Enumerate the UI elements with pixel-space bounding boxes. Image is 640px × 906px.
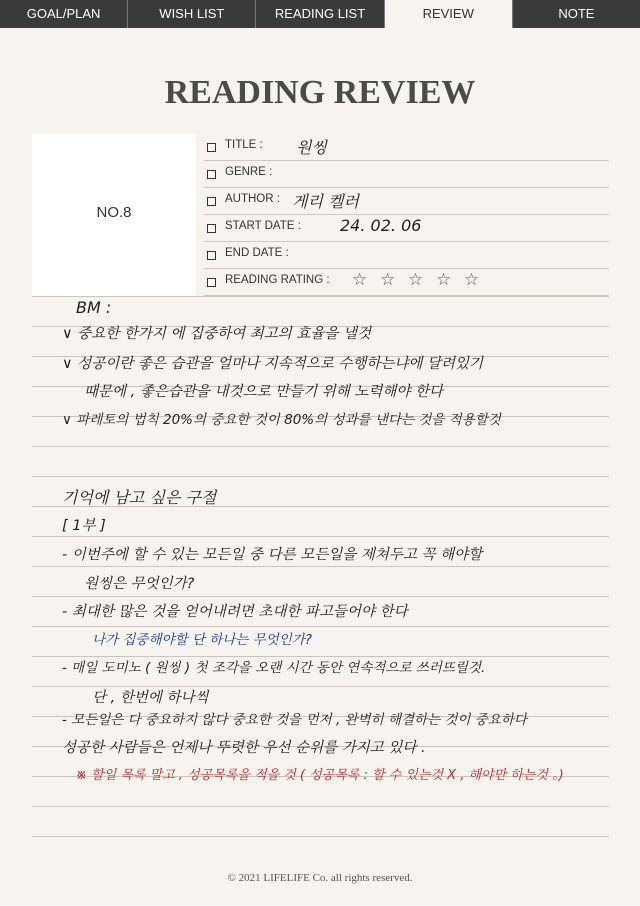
book-number: NO.8 bbox=[96, 204, 132, 221]
rating-label: READING RATING : bbox=[225, 274, 330, 286]
tab-review[interactable]: REVIEW bbox=[385, 0, 513, 28]
title-value[interactable]: 원씽 bbox=[296, 138, 327, 157]
tab-wish-list[interactable]: WISH LIST bbox=[128, 0, 256, 28]
author-value[interactable]: 게리 켈러 bbox=[292, 192, 359, 211]
checkbox-icon[interactable] bbox=[207, 251, 216, 260]
ruled-line bbox=[32, 566, 609, 567]
checkbox-icon[interactable] bbox=[207, 197, 216, 206]
part-label: [ 1부 ] bbox=[62, 518, 106, 534]
tab-bar bbox=[0, 0, 640, 28]
author-label: AUTHOR : bbox=[225, 193, 280, 205]
ruled-line bbox=[32, 596, 609, 597]
quote-4-cont: 성공한 사람들은 언제나 뚜렷한 우선 순위를 가지고 있다 . bbox=[62, 740, 426, 756]
ruled-line bbox=[32, 806, 609, 807]
ruled-line bbox=[32, 476, 609, 477]
memo-heading: 기억에 남고 싶은 구절 bbox=[62, 488, 217, 507]
info-row-start-date bbox=[204, 215, 609, 242]
checkbox-icon[interactable] bbox=[207, 143, 216, 152]
quote-1: - 이번주에 할 수 있는 모든일 중 다른 모든일을 제쳐두고 꼭 해야할 bbox=[62, 547, 483, 563]
start-date-value[interactable]: 24. 02. 06 bbox=[340, 216, 422, 235]
quote-2: - 최대한 많은 것을 얻어내려면 초대한 파고들어야 한다 bbox=[62, 604, 408, 620]
ruled-line bbox=[32, 626, 609, 627]
quote-3-cont: 단 , 한번에 하나씩 bbox=[92, 690, 209, 706]
ruled-line bbox=[32, 446, 609, 447]
quote-4: - 모든일은 다 중요하지 않다 중요한 것을 먼저 , 완벽히 해결하는 것이 중요하다 bbox=[62, 712, 527, 728]
info-row-end-date bbox=[204, 242, 609, 269]
title-label: TITLE : bbox=[225, 139, 263, 151]
tab-note[interactable]: NOTE bbox=[558, 6, 595, 21]
checkbox-icon[interactable] bbox=[207, 224, 216, 233]
tab-reading-list[interactable]: READING LIST bbox=[256, 0, 384, 28]
end-date-label: END DATE : bbox=[225, 247, 289, 259]
quote-5-highlight: ※ 할일 목록 말고 , 성공목록을 적을 것 ( 성공목록 : 할 수 있는것 X , 해야만 하는것 。) bbox=[76, 768, 564, 783]
info-row-author bbox=[204, 188, 609, 215]
page-title: READING REVIEW bbox=[164, 74, 476, 111]
quote-2-question: 나가 집중해야할 단 하나는 무엇인가? bbox=[92, 632, 312, 648]
genre-label: GENRE : bbox=[225, 166, 273, 178]
ruled-line bbox=[32, 836, 609, 837]
bm-item-3: ∨ 파레토의 법칙 20%의 중요한 것이 80%의 성과를 낸다는 것을 적용할것 bbox=[62, 412, 501, 428]
start-date-label: START DATE : bbox=[225, 220, 301, 232]
bm-item-2-cont: 때문에 , 좋은습관을 내것으로 만들기 위해 노력해야 한다 bbox=[84, 384, 444, 400]
bm-heading: BM : bbox=[76, 298, 112, 317]
book-cover-placeholder[interactable] bbox=[32, 134, 196, 296]
copyright-footer: © 2021 LIFELIFE Co. all rights reserved. bbox=[227, 872, 413, 884]
quote-1-cont: 원씽은 무엇인가? bbox=[84, 576, 195, 592]
bm-item-2: ∨ 성공이란 좋은 습관을 얼마나 지속적으로 수행하는냐에 달려있기 bbox=[62, 356, 484, 372]
ruled-line bbox=[32, 296, 609, 297]
info-row-title bbox=[204, 134, 609, 161]
tab-goal-plan[interactable]: GOAL/PLAN bbox=[0, 0, 128, 28]
bm-item-1: ∨ 중요한 한가지 에 집중하여 최고의 효율을 낼것 bbox=[62, 326, 372, 342]
checkbox-icon[interactable] bbox=[207, 170, 216, 179]
checkbox-icon[interactable] bbox=[207, 278, 216, 287]
quote-3: - 매일 도미노 ( 원씽 ) 첫 조각을 오랜 시간 동안 연속적으로 쓰러뜨릴것. bbox=[62, 660, 486, 676]
ruled-line bbox=[32, 536, 609, 537]
rating-stars[interactable]: ☆ ☆ ☆ ☆ ☆ bbox=[352, 270, 484, 289]
info-row-rating bbox=[204, 269, 609, 296]
info-row-genre bbox=[204, 161, 609, 188]
